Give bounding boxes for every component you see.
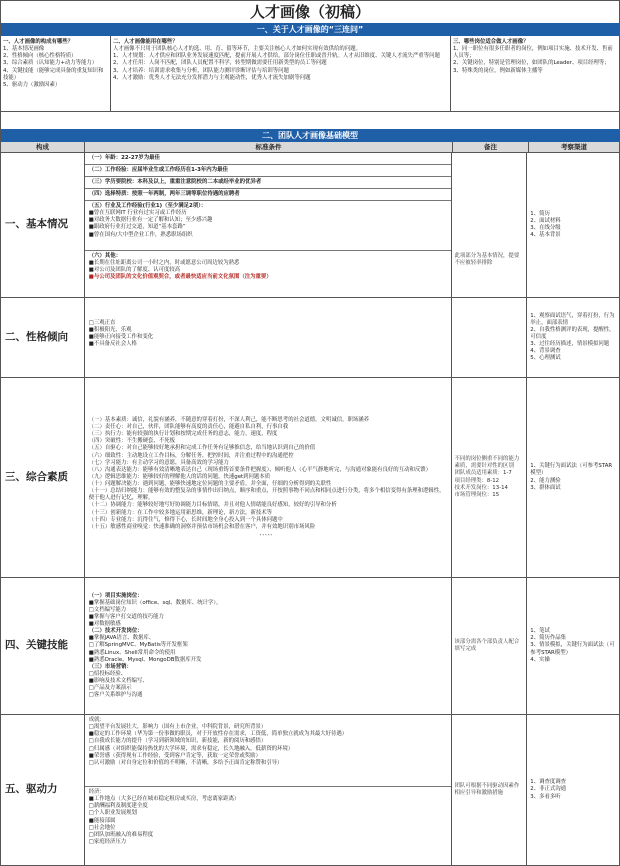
condition-text: ■曾在国有/大中型企业工作，熟悉职场组织 xyxy=(88,231,193,238)
condition-text: （一）项目实施岗位： xyxy=(88,592,143,599)
method-item: 1、简历 xyxy=(530,210,550,217)
condition-text: □认可激励（对自身定位和价值的不明晰，不清晰，多给予正面肯定称赞和引导） xyxy=(88,759,283,766)
list-item: 1、基本情况画像 xyxy=(3,46,45,53)
note-text: 团队可根据不同驱动因素作相应引导和激励措施 xyxy=(454,782,520,796)
note-text: 该部分需各个部负责人配合填写完成 xyxy=(454,638,520,652)
method-item: 1、观察面试语气，穿着打扮，行为举止，面部表情 xyxy=(530,312,615,326)
condition-cell xyxy=(85,165,451,177)
row-note xyxy=(452,153,528,297)
condition-cell xyxy=(85,177,451,189)
method-item: 1、笔试 xyxy=(530,628,550,635)
list-item: 3、综合素质（认知能力+动力等能力） xyxy=(3,60,98,67)
condition-text: ■熟悉Linux、Shell常用命令的使用 xyxy=(88,649,176,656)
method-item: 3、多看多听 xyxy=(530,793,561,800)
list-item: 4、人才激励：优秀人才无法充分发挥潜力与主观能动性，优秀人才流失加剧等问题 xyxy=(113,74,311,81)
condition-text: ■掌握基础岗位知识（office、sql、数据库、统计学）， xyxy=(88,599,222,606)
column-header: 备注 xyxy=(453,142,529,152)
row-note xyxy=(452,378,528,577)
row-note xyxy=(452,715,528,865)
row-category: 二、性格倾向 xyxy=(1,298,85,377)
condition-text: ■掌握JAVA语言、数据库、 xyxy=(88,635,155,642)
condition-text: □自我成长能力的提升（学习到新领域的知识，新技能，新的阅历和感悟） xyxy=(88,738,267,745)
standard-conditions xyxy=(85,578,452,714)
condition-text: （七）学习能力：有主动学习的意愿，具备高效的学习能力 xyxy=(88,459,229,466)
question-usage xyxy=(111,36,451,111)
question-positions xyxy=(451,36,619,111)
list-item: 1、同一职位有很多任职者的岗位，例如项目实施、技术开发、售前人员等； xyxy=(453,46,613,60)
row-note xyxy=(452,578,528,714)
table-row-skills xyxy=(0,578,620,715)
condition-text: （三）执行力：能有较强的执行计划和按期完成任务的意志，能力，速度，程度 xyxy=(88,431,278,438)
condition-cell xyxy=(85,787,451,865)
standard-conditions xyxy=(85,298,452,377)
assessment-methods xyxy=(527,715,619,865)
condition-text: （一）年龄：22-27岁为最佳 xyxy=(88,155,160,161)
condition-text: （四）选择特质：按照一年两制，两年三调等职位待遇的应聘者 xyxy=(88,191,240,197)
condition-text: （六）其他： xyxy=(88,253,122,259)
table-row-motivation xyxy=(0,715,620,866)
page-title: 人才画像（初稿） xyxy=(0,0,620,23)
condition-text: ■不具备反社会人格 xyxy=(88,341,137,348)
condition-text: （六）细致性：主动地设立工作目标，分解任务，把控时间，并注重过程中的沟通把控 xyxy=(88,452,294,459)
list-item: 4、关键技能（能够完成具备的重复知识和技能） xyxy=(3,67,104,81)
method-item: 2、能力测验 xyxy=(530,477,561,484)
method-item: 2、简历作品集 xyxy=(530,635,567,642)
list-item: 2、性格倾向（核心性格特质） xyxy=(3,53,77,60)
standard-conditions xyxy=(85,153,452,297)
row-note xyxy=(452,298,528,377)
condition-text: （五）自驱心：对自己能够较好地承担和完成工作任务有足够推信念，给当地认识到自己的价值 xyxy=(88,445,316,452)
table-row-basic xyxy=(0,153,620,298)
condition-text: ■积极阳光，乐观 xyxy=(88,327,132,334)
condition-text: ■跟政府行业打过交道，知道“基本套路” xyxy=(88,224,186,231)
condition-text: ■能够正向接受工作和变化 xyxy=(88,334,154,341)
condition-text: （九）逻辑思维能力：能够较好的理解他人的话的问题，快速get到问题本质 xyxy=(88,473,271,480)
method-item: 3、情景模拟，关键行为面试法（可参考STAR模型） xyxy=(530,642,615,656)
list-item: 3、人才培养：培训需求收集与分析，团队能力测评诊断评估与培训等问题 xyxy=(113,67,289,74)
condition-text: ■掌握与客户打交道的技巧能力 xyxy=(88,613,164,620)
question-heading: 一、人才画像的构成有哪些？ xyxy=(3,39,74,45)
method-item: 2、非正式沟通 xyxy=(530,786,567,793)
condition-text: （十二）协调能力：能够较好地写好协调能力目标情绪，并且对他人情绪能良好感知，较好的引导和分析 xyxy=(88,502,337,509)
section-2-band: 二、团队人才画像基础模型 xyxy=(0,129,620,142)
column-header: 构成 xyxy=(1,142,85,152)
condition-text: □家庭经济压力 xyxy=(88,838,127,845)
method-item: 4、背景调查 xyxy=(530,348,561,355)
condition-text: （十一）总结归纳能力：能够有效的整复杂的事情作出归纳点，顺序和重点，开按照事物不同点和相同点进行分类，将多个相信变得有条理和逻辑性，便于他人进行记忆，理解。 xyxy=(88,488,445,502)
list-item: 3、特殊类的岗位，例如新媒体主播等 xyxy=(453,67,543,74)
assessment-methods xyxy=(527,298,619,377)
column-header: 考察渠道 xyxy=(561,143,587,151)
condition-text: （二）工作经验：应届毕业生或工作经历在1-3年内为最佳 xyxy=(88,167,228,173)
condition-cell xyxy=(85,715,451,787)
condition-text: ■稳定的工作环境（华为第一份事做的职员，对于开放性存在需求，工资低，简单独立就成为其最大好待遇） xyxy=(88,731,348,738)
condition-text: （十三）创新能力：在工作中较多地运用新思维，新理论，新方法，新技术等 xyxy=(88,509,273,516)
method-item: 3、群体面试 xyxy=(530,484,561,491)
method-item: 4、实操 xyxy=(530,656,550,663)
standard-conditions xyxy=(85,378,452,577)
condition-text: □文档编写能力 xyxy=(88,606,127,613)
condition-text: （十五）敏感性商业嗅觉：快速准确的洞察并预估市场机会和潜在客户，并有效地识别市场风险 xyxy=(88,523,316,530)
note-text: 不同的岗位侧重不同的能力素质，需要针对性的区别 团队成员适用素质：1-7 项目经理类：8-12 技术开发岗位：13-14 市场管理岗位：15 xyxy=(454,456,520,498)
method-item: 3、过往经历描述，情景模拟问题 xyxy=(530,341,610,348)
table-header xyxy=(0,142,620,153)
condition-text: （十四）专业能力：沉得住气，修得下心，长时间地全身心投入到一个具体问题中 xyxy=(88,516,283,523)
condition-text: □产品及方案演示 xyxy=(88,685,132,692)
condition-text: ■工作地点（大多已经在城市稳定租房或买房，考虑离家距离） xyxy=(88,796,240,803)
three-questions xyxy=(0,36,620,112)
row-category: 一、基本情况 xyxy=(1,153,85,297)
condition-text: 成就： xyxy=(88,717,105,723)
condition-text: （三）市场营销： xyxy=(88,663,132,670)
condition-text: ■对数据敏感 xyxy=(88,621,121,628)
condition-text: □招投标经验、 xyxy=(88,670,127,677)
condition-text: 经济： xyxy=(88,789,105,795)
method-item: 2、自我性格测评的表现，提醒性，可信度 xyxy=(530,326,615,340)
question-components xyxy=(1,36,111,111)
condition-text: ■对公司及团队的了解度、认可度较高 xyxy=(88,267,181,274)
condition-cell xyxy=(85,251,451,297)
method-item: 1、调查度调查 xyxy=(530,779,567,786)
condition-text-highlight: ■与公司及团队的文化价值观契合，或者最快适应当前文化氛围（注为重要） xyxy=(88,274,272,281)
assessment-methods xyxy=(527,578,619,714)
condition-text: ■长期在住址距离公司一小时之内，时或愿意公司周边较为熟悉 xyxy=(88,260,240,267)
condition-cell xyxy=(85,189,451,201)
section-1-band: 一、关于人才画像的“三连问” xyxy=(0,23,620,36)
condition-text: □个人职业发展规划 xyxy=(88,810,137,817)
condition-text: ■影响及技术文档编写、 xyxy=(88,678,148,685)
condition-text: □社会地位 xyxy=(88,824,116,831)
condition-cell xyxy=(85,298,451,351)
table-row-personality xyxy=(0,298,620,378)
table-row-quality xyxy=(0,378,620,578)
condition-text: □客户关系维护与沟通 xyxy=(88,692,143,699)
column-header: 标准条件 xyxy=(85,142,453,152)
method-item: 5、心理测试 xyxy=(530,355,561,362)
list-item: 2、关键岗位，特别是管理岗位，如团队的Leader、项目经理等； xyxy=(453,60,610,67)
condition-text: （八）沟通表达能力：能够有效清晰地表达自己（现场重铸首要条件把握度），倾听他人（心平气静地听完，与沟通对象能有良好的互动和反馈） xyxy=(88,466,432,473)
condition-text: □薪酬福利及制度建全度 xyxy=(88,803,148,810)
method-item: 4、基本背景 xyxy=(530,232,561,239)
condition-text: （一）基本素质：诚信，礼貌有涵养，不随意的穿着打扮，不深人利己，能不断思考的社会道德，文明诚信，职场涵养 xyxy=(88,416,370,423)
assessment-methods xyxy=(527,378,619,577)
condition-text: ■能接部属 xyxy=(88,817,116,824)
condition-text: （四）突破性：不生搬硬套，不死板 xyxy=(88,438,175,445)
list-item: 2、人才任用：人岗不匹配，团队人员配置不科学，转型期做需要任用新类型的员工等问题 xyxy=(113,60,327,67)
condition-text: ■熟悉Oracle、Mysql、MongoDB数据库开发 xyxy=(88,656,202,663)
condition-text: （二）技术开发岗位： xyxy=(88,628,143,635)
row-category: 三、综合素质 xyxy=(1,378,85,577)
condition-text: （三）学历要院校：本科及以上，重重注意院校的二本或经毕业的优异者 xyxy=(88,179,262,185)
method-item: 2、面试材料 xyxy=(530,217,561,224)
condition-text: □三观正直 xyxy=(88,320,116,326)
list-item: 1、人才规划：人才供应和团队业务发展速度匹配，提前开展人才供给，部分岗位任职或晋升轨。人才从旧维度、关键人才流失严重等问题 xyxy=(113,53,440,60)
condition-text: □渴望平台发展壮大，影响力（国有上市企业，中科院背景，研究所背景） xyxy=(88,724,267,731)
list-item: 人才画像不只用于团队核心人才的选、用、育、留等环节，主要关注核心人才如何实现有效供给的问题。 xyxy=(113,46,361,53)
condition-text: □团队加班融入的难易程度 xyxy=(88,831,154,838)
assessment-methods xyxy=(527,153,619,297)
condition-text: □归属感（对组织能保持热忱的大学环境，需求有稳定，长久地融入，低薪资的环境） xyxy=(88,745,294,752)
spacer xyxy=(0,112,620,129)
condition-text: （五）行业及工作经验(行业1)（至少满足2项）： xyxy=(88,203,207,209)
row-category: 五、驱动力 xyxy=(1,715,85,865)
method-item: 1、关键行为面试法（可参考STAR模型） xyxy=(530,463,613,477)
condition-text: （二）责任心：对自己，伙伴，团队能够有高度的责任心，能避自私自利，行事自我 xyxy=(88,424,289,431)
condition-text: ■曾在互联网IT 行业有过实习或工作经历 xyxy=(88,210,187,217)
note-text: 此项部分为基本情况，提要不应被轻率排除 xyxy=(454,252,520,266)
condition-text: ■对政务大数据行业有一定了解和认知；至少感兴趣 xyxy=(88,217,213,224)
condition-text: ■荣誉感（获得现有工作经验，受到客户肯定等，获取一定荣誉或奖励） xyxy=(88,752,261,759)
condition-text: （十）问题解决能力：遇到问题，能够快速地定位问题的主要矛盾，并全面，仔细的分析得到的关联性 xyxy=(88,481,332,488)
condition-text: □了解SpringMVC、MyBatis等开发框架 xyxy=(88,642,188,649)
question-heading: 三、哪些岗位适合做人才画像？ xyxy=(453,39,529,45)
condition-cell xyxy=(85,201,451,251)
standard-conditions xyxy=(85,715,452,865)
condition-text: 、、、、、 xyxy=(259,530,276,537)
method-item: 3、在线分级 xyxy=(530,225,561,231)
row-category: 四、关键技能 xyxy=(1,578,85,714)
question-heading: 二、人才画像能用在哪些？ xyxy=(113,39,178,45)
condition-cell xyxy=(85,153,451,165)
list-item: 5、驱动力（激励因素） xyxy=(3,81,61,88)
